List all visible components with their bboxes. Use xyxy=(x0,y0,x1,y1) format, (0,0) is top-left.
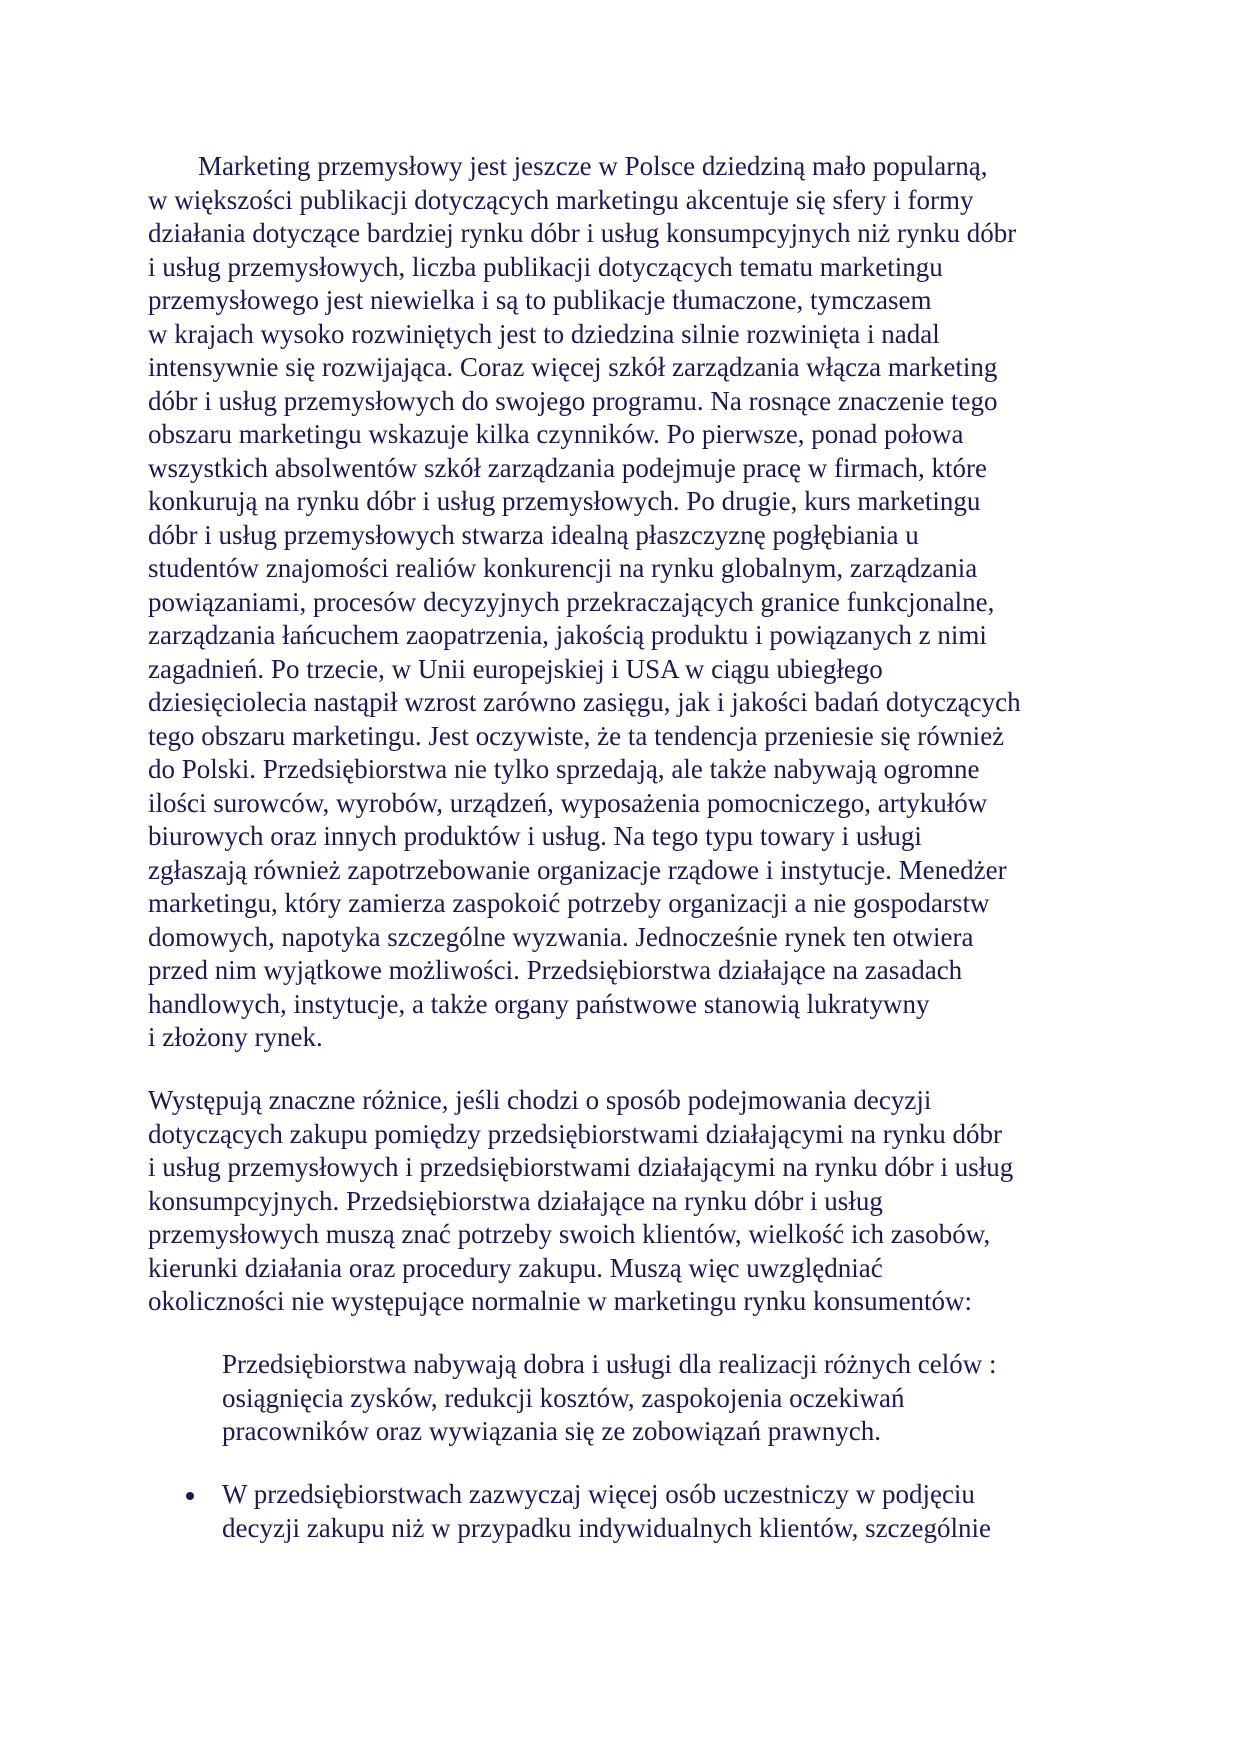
text-line: i usług przemysłowych i przedsiębiorstwami działającymi na rynku dóbr i usług xyxy=(148,1152,1014,1182)
text-line: zagadnień. Po trzecie, w Unii europejskiej i USA w ciągu ubiegłego xyxy=(148,653,883,684)
text-line: domowych, napotyka szczególne wyzwania. Jednocześnie rynek ten otwiera xyxy=(148,921,974,952)
text-line: Występują znaczne różnice, jeśli chodzi o sposób podejmowania decyzji xyxy=(148,1085,932,1115)
text-line: ilości surowców, wyrobów, urządzeń, wyposażenia pomocniczego, artykułów xyxy=(148,787,988,818)
text-line: dóbr i usług przemysłowych do swojego programu. Na rosnące znaczenie tego xyxy=(148,385,998,416)
text-line: obszaru marketingu wskazuje kilka czynników. Po pierwsze, ponad połowa xyxy=(148,419,964,449)
text-line: handlowych, instytucje, a także organy państwowe stanowią lukratywny xyxy=(148,988,930,1019)
text-line: przemysłowych muszą znać potrzeby swoich klientów, wielkość ich zasobów, xyxy=(148,1219,991,1249)
text-line: i usług przemysłowych, liczba publikacji dotyczących tematu marketingu xyxy=(148,251,943,282)
text-line: wszystkich absolwentów szkół zarządzania podejmuje pracę w firmach, które xyxy=(148,452,987,483)
text-line: konkurują na rynku dóbr i usług przemysłowych. Po drugie, kurs marketingu xyxy=(148,486,981,516)
text-line: kierunki działania oraz procedury zakupu. Muszą więc uwzględniać xyxy=(148,1252,883,1283)
text-line: powiązaniami, procesów decyzyjnych przekraczających granice funkcjonalne, xyxy=(148,586,995,617)
text-line: w krajach wysoko rozwiniętych jest to dziedzina silnie rozwinięta i nadal xyxy=(148,318,940,349)
text-line: dotyczących zakupu pomiędzy przedsiębiorstwami działającymi na rynku dóbr xyxy=(148,1118,1002,1149)
list-item-purposes xyxy=(222,1348,1102,1449)
list-item-decision-makers xyxy=(222,1478,1102,1545)
text-line: intensywnie się rozwijająca. Coraz więcej szkół zarządzania włącza marketing xyxy=(148,352,998,382)
text-line: osiągnięcia zysków, redukcji kosztów, zaspokojenia oczekiwań xyxy=(222,1382,905,1413)
text-line: i złożony rynek. xyxy=(148,1022,323,1052)
text-line: marketingu, który zamierza zaspokoić potrzeby organizacji a nie gospodarstw xyxy=(148,888,990,918)
text-line: dóbr i usług przemysłowych stwarza idealną płaszczyznę pogłębiania u xyxy=(148,519,919,550)
paragraph-intro xyxy=(148,150,1108,1055)
text-line: Przedsiębiorstwa nabywają dobra i usługi dla realizacji różnych celów : xyxy=(222,1349,997,1379)
text-line: tego obszaru marketingu. Jest oczywiste, że ta tendencja przeniesie się również xyxy=(148,720,1005,751)
text-line: przemysłowego jest niewielka i są to publikacje tłumaczone, tymczasem xyxy=(148,285,932,315)
text-line: działania dotyczące bardziej rynku dóbr i usług konsumpcyjnych niż rynku dóbr xyxy=(148,218,1017,248)
text-line: w większości publikacji dotyczących marketingu akcentuje się sfery i formy xyxy=(148,184,974,215)
text-line: dziesięciolecia nastąpił wzrost zarówno zasięgu, jak i jakości badań dotyczących xyxy=(148,687,1021,717)
paragraph-differences xyxy=(148,1084,1108,1319)
text-line: konsumpcyjnych. Przedsiębiorstwa działające na rynku dóbr i usług xyxy=(148,1185,883,1216)
text-line: biurowych oraz innych produktów i usług. Na tego typu towary i usługi xyxy=(148,821,922,851)
text-line: Marketing przemysłowy jest jeszcze w Polsce dziedziną mało popularną, xyxy=(198,151,988,181)
text-line: okoliczności nie występujące normalnie w marketingu rynku konsumentów: xyxy=(148,1286,973,1316)
text-line: przed nim wyjątkowe możliwości. Przedsiębiorstwa działające na zasadach xyxy=(148,955,963,985)
text-line: W przedsiębiorstwach zazwyczaj więcej osób uczestniczy w podjęciu xyxy=(222,1479,975,1509)
bullet-icon xyxy=(186,1492,194,1500)
text-line: zarządzania łańcuchem zaopatrzenia, jakością produktu i powiązanych z nimi xyxy=(148,620,987,650)
text-line: do Polski. Przedsiębiorstwa nie tylko sprzedają, ale także nabywają ogromne xyxy=(148,754,980,784)
text-line: studentów znajomości realiów konkurencji na rynku globalnym, zarządzania xyxy=(148,553,978,583)
text-line: zgłaszają również zapotrzebowanie organizacje rządowe i instytucje. Menedżer xyxy=(148,854,1007,885)
text-line: decyzji zakupu niż w przypadku indywidualnych klientów, szczególnie xyxy=(222,1512,991,1543)
text-line: pracowników oraz wywiązania się ze zobowiązań prawnych. xyxy=(222,1416,881,1446)
